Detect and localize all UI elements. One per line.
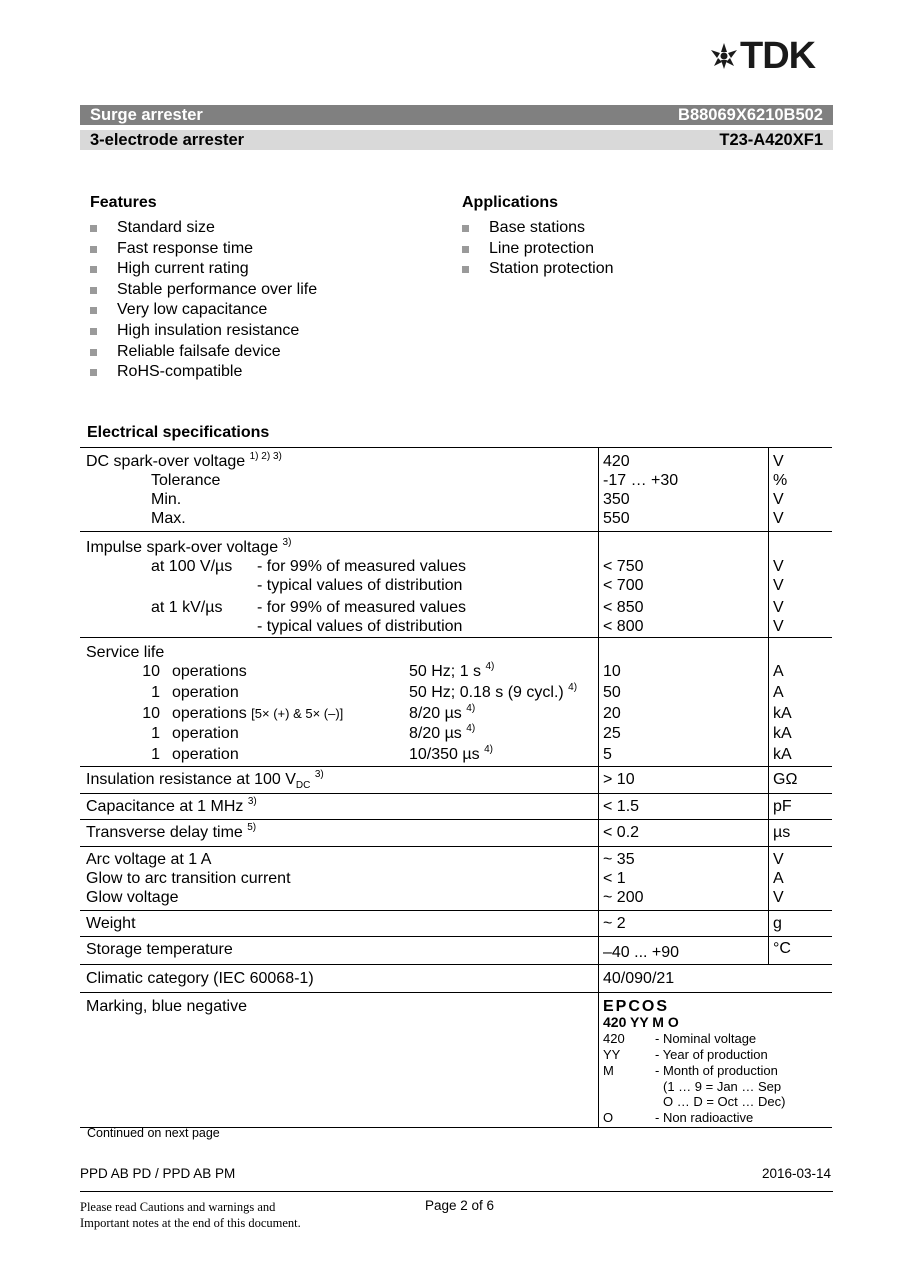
bullet-square-icon (90, 246, 97, 253)
service-condition: 8/20 µs (409, 725, 462, 742)
table-row: Capacitance at 1 MHz $^{3)}$ < 1.5 pF (80, 794, 832, 820)
climatic-value: 40/090/21 (603, 970, 675, 987)
marking-desc: O … D = Oct … Dec) (663, 1094, 786, 1109)
bullet-square-icon (462, 266, 469, 273)
marking-label: Marking, blue negative (86, 998, 247, 1015)
op-label: operation (172, 684, 239, 701)
impulse-value: < 800 (603, 618, 644, 635)
footer-date: 2016-03-14 (762, 1166, 832, 1181)
bullet-square-icon (90, 307, 97, 314)
marking-desc: - Month of production (655, 1063, 778, 1078)
footer-note-line1: Please read Cautions and warnings and (80, 1200, 276, 1214)
bullet-square-icon (462, 246, 469, 253)
list-item: Line protection (462, 239, 614, 260)
page-number: Page 2 of 6 (425, 1198, 495, 1213)
table-row: DC spark-over voltage $^{1) 2) 3)}$ Tolerance Min. Max. 420 -17 … +30 350 550 V % V V (80, 448, 832, 532)
unit: V (773, 889, 784, 906)
bullet-square-icon (462, 225, 469, 232)
bullet-square-icon (90, 328, 97, 335)
ordering-code: T23-A420XF1 (719, 131, 823, 149)
unit: µs (773, 824, 791, 841)
op-count: 1 (151, 725, 160, 742)
glow-arc-current-label: Glow to arc transition current (86, 870, 291, 887)
list-item: Reliable failsafe device (90, 342, 317, 363)
table-row (80, 847, 832, 911)
unit: V (773, 453, 784, 470)
footer-divider (80, 1191, 833, 1192)
unit: V (773, 618, 784, 635)
marking-key: O (603, 1110, 614, 1125)
table-row: Transverse delay time $^{5)}$ < 0.2 µs (80, 820, 832, 847)
unit: kA (773, 746, 792, 763)
table-row (80, 993, 832, 1128)
epcos-brand-mark: EPCOS (603, 998, 670, 1015)
list-item: High current rating (90, 259, 317, 280)
list-item: Very low capacitance (90, 300, 317, 321)
unit: kA (773, 725, 792, 742)
dc-sparkover-label: DC spark-over voltage (86, 453, 246, 470)
op-count: 1 (151, 684, 160, 701)
spec-heading: Electrical specifications (87, 424, 270, 441)
impulse-value: < 750 (603, 558, 644, 575)
list-item: Fast response time (90, 239, 317, 260)
unit: V (773, 599, 784, 616)
service-value: 20 (603, 705, 621, 722)
op-count: 10 (142, 663, 160, 680)
delay-value: < 0.2 (603, 824, 640, 841)
tdk-logo-icon (710, 42, 738, 70)
op-count: 10 (142, 705, 160, 722)
table-row (80, 965, 832, 993)
tdk-logo-text: TDK (740, 35, 816, 77)
list-item: RoHS-compatible (90, 362, 317, 383)
unit: % (773, 472, 788, 489)
service-condition: 50 Hz; 1 s (409, 663, 482, 680)
bullet-square-icon (90, 369, 97, 376)
storage-temp-label: Storage temperature (86, 941, 233, 958)
capacitance-label: Capacitance at 1 MHz (86, 798, 244, 815)
min-value: 350 (603, 491, 630, 508)
unit: A (773, 684, 784, 701)
delay-label: Transverse delay time (86, 824, 243, 841)
service-value: 25 (603, 725, 621, 742)
impulse-value: < 850 (603, 599, 644, 616)
list-item: High insulation resistance (90, 321, 317, 342)
arc-voltage-label: Arc voltage at 1 A (86, 851, 212, 868)
marking-code: 420 YY M O (603, 1014, 679, 1030)
desc-typical-label: - typical values of distribution (257, 577, 463, 594)
bullet-square-icon (90, 349, 97, 356)
service-life-label: Service life (86, 644, 165, 661)
desc-typical-label: - typical values of distribution (257, 618, 463, 635)
list-item: Standard size (90, 218, 317, 239)
unit: °C (773, 940, 791, 957)
features-list (90, 218, 317, 383)
marking-desc: - Non radioactive (655, 1110, 754, 1125)
spec-table (80, 447, 832, 1128)
applications-heading: Applications (462, 194, 559, 211)
applications-list (462, 218, 614, 280)
op-label: operations (172, 705, 247, 722)
glow-voltage-label: Glow voltage (86, 889, 179, 906)
insulation-value: > 10 (603, 771, 635, 788)
arc-voltage-value: ~ 35 (603, 851, 635, 868)
storage-temp-value: –40 ... +90 (603, 944, 680, 961)
unit: A (773, 663, 784, 680)
tolerance-label: Tolerance (151, 472, 221, 489)
unit: GΩ (773, 771, 798, 788)
unit: V (773, 577, 784, 594)
marking-desc: - Nominal voltage (655, 1031, 757, 1046)
impulse-sparkover-label: Impulse spark-over voltage (86, 539, 279, 556)
bullet-square-icon (90, 287, 97, 294)
unit: V (773, 851, 784, 868)
desc-99-label: - for 99% of measured values (257, 599, 466, 616)
unit: kA (773, 705, 792, 722)
footer-department: PPD AB PD / PPD AB PM (80, 1166, 236, 1181)
unit: V (773, 510, 784, 527)
rate-100v-label: at 100 V/µs (151, 558, 233, 575)
service-condition: 10/350 µs (409, 746, 480, 763)
op-label: operation (172, 746, 239, 763)
header-bar-product (80, 105, 833, 125)
min-label: Min. (151, 491, 182, 508)
impulse-value: < 700 (603, 577, 644, 594)
unit: A (773, 870, 784, 887)
part-number: B88069X6210B502 (678, 106, 823, 124)
rate-1kv-label: at 1 kV/µs (151, 599, 223, 616)
service-value: 50 (603, 684, 621, 701)
op-label: operations (172, 663, 247, 680)
list-item: Station protection (462, 259, 614, 280)
product-subtype: 3-electrode arrester (90, 131, 245, 149)
insulation-label: Insulation resistance at 100 V (86, 771, 296, 788)
max-label: Max. (151, 510, 186, 527)
marking-key: 420 (603, 1031, 625, 1046)
desc-99-label: - for 99% of measured values (257, 558, 466, 575)
weight-value: ~ 2 (603, 915, 626, 932)
op-label: operation (172, 725, 239, 742)
table-row (80, 937, 832, 965)
glow-voltage-value: ~ 200 (603, 889, 644, 906)
marking-key: M (603, 1063, 614, 1078)
tolerance-value: -17 … +30 (603, 472, 679, 489)
capacitance-value: < 1.5 (603, 798, 640, 815)
weight-label: Weight (86, 915, 136, 932)
service-value: 5 (603, 746, 612, 763)
service-condition: 8/20 µs (409, 705, 462, 722)
continued-note: Continued on next page (87, 1126, 220, 1140)
product-type: Surge arrester (90, 106, 203, 124)
features-heading: Features (90, 194, 157, 211)
footer-note-line2: Important notes at the end of this document. (80, 1216, 301, 1230)
unit: pF (773, 798, 792, 815)
unit: V (773, 558, 784, 575)
header-bar-subtype (80, 130, 833, 150)
unit: g (773, 915, 782, 932)
max-value: 550 (603, 510, 630, 527)
unit: V (773, 491, 784, 508)
table-row: Service life 10 operations 50 Hz; 1 s $^{4)}$ 1 operation 50 Hz; 0.18 s (9 cycl.) $^{4)}$ 10 operations [5× (+) & 5× (–)] 8/20 µs $^{4)}$ 1 operation 8/20 µs $^{4)}$ 1 operation 10/350 µs $^{4)}$ 10 50 20 25 5 A A kA kA kA (80, 638, 832, 767)
list-item: Base stations (462, 218, 614, 239)
op-extra: [5× (+) & 5× (–)] (251, 706, 344, 721)
service-condition: 50 Hz; 0.18 s (9 cycl.) (409, 684, 564, 701)
table-row: Insulation resistance at 100 $V_{DC}$ $^{3)}$ > 10 GΩ (80, 767, 832, 794)
list-item: Stable performance over life (90, 280, 317, 301)
table-row (80, 911, 832, 937)
tdk-logo (710, 35, 836, 77)
service-value: 10 (603, 663, 621, 680)
marking-desc: - Year of production (655, 1047, 768, 1062)
marking-key: YY (603, 1047, 621, 1062)
climatic-label: Climatic category (IEC 60068-1) (86, 970, 314, 987)
dc-sparkover-value: 420 (603, 453, 630, 470)
op-count: 1 (151, 746, 160, 763)
table-row: Impulse spark-over voltage $^{3)}$ at 100 V/µs - for 99% of measured values - typical values of distribution at 1 kV/µs - for 99% of measured values - typical values of distribution < 750 < 700 < 850 < 800 V V V V (80, 532, 832, 638)
glow-arc-current-value: < 1 (603, 870, 626, 887)
bullet-square-icon (90, 266, 97, 273)
bullet-square-icon (90, 225, 97, 232)
marking-desc: (1 … 9 = Jan … Sep (663, 1079, 782, 1094)
